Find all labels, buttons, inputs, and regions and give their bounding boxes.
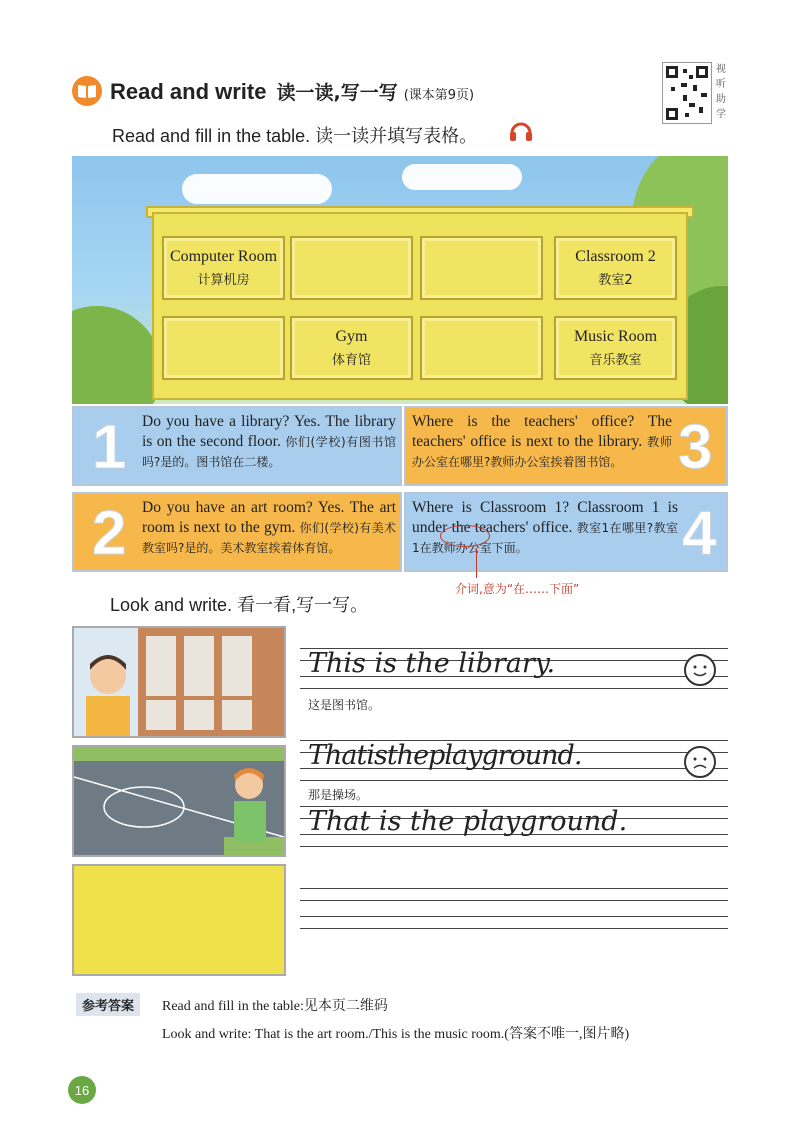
annotation-note: 介词,意为“在……下面” [455,582,580,596]
room-2-1 [290,316,413,380]
book-icon [72,76,102,106]
headphone-icon[interactable] [508,118,534,144]
cn-note-1: 这是图书馆。 [308,698,381,712]
room-name-en: Music Room [573,328,658,345]
clue-number: 1 [92,413,127,482]
room-name-en: Computer Room [169,248,278,265]
room-name-zh: 体育馆 [331,353,371,368]
clue-text [412,412,672,472]
answer-line-1: Read and fill in the table:见本页二维码 [162,999,388,1014]
clue-number: 4 [682,499,717,568]
clue-3 [404,406,728,486]
cloud [182,174,332,204]
playground-picture [72,745,286,857]
textbook-ref: (课本第9页) [403,88,475,103]
room-4-2 [554,236,677,300]
library-picture [72,626,286,738]
title-en: Read and write [110,79,267,104]
clue-text [142,498,396,558]
room-name-en: Classroom 2 [575,248,656,265]
instruction-look-write: Look and write. 看一看,写一写。 [110,595,369,615]
qr-label: 视听助学 [716,64,726,120]
room-name-zh: 教室2 [598,273,633,288]
instruction-read-fill: Read and fill in the table. 读一读并填写表格。 [112,126,478,146]
smiley-face-icon [684,654,716,686]
clue-text-zh: 你们(学校)有图书馆吗?是的。图书馆在二楼。 [142,435,397,469]
clue-text [142,412,396,472]
handwriting-row-3: That is the playground. [308,806,628,837]
qr-code[interactable] [662,62,712,124]
school-building-scene [72,156,728,404]
clue-text-zh: 教室1在哪里?教室1在教师办公室下面。 [412,521,678,555]
tree [72,306,162,404]
handwriting-row-1: This is the library. [308,648,556,679]
clue-text-zh: 你们(学校)有美术教室吗?是的。美术教室挨着体育馆。 [142,521,396,555]
room-1-1 [162,316,285,380]
room-2-2 [290,236,413,300]
room-name-zh: 音乐教室 [589,353,642,368]
page-number: 16 [68,1076,96,1104]
section-title [110,78,474,105]
room-name-zh: 计算机房 [197,273,250,288]
clue-2 [72,492,402,572]
clue-text-en: Where is the teachers' office? The teachers' office is next to the library. [412,413,672,450]
clue-number: 2 [92,499,127,568]
room-3-2 [420,236,543,300]
clue-1 [72,406,402,486]
room-1-2 [162,236,285,300]
writing-lines-4[interactable] [300,888,728,932]
answer-line-2: Look and write: That is the art room./This is the music room.(答案不唯一,图片略) [162,1027,630,1042]
blank-picture [72,864,286,976]
clue-text-en: Do you have a library? Yes. The library is on the second floor. [142,413,396,450]
under-circle-mark [440,525,490,547]
title-zh: 读一读,写一写 [276,82,398,104]
clue-number: 3 [678,413,713,482]
annotation-arrow [476,548,477,578]
clue-text-zh: 教师办公室在哪里?教师办公室挨着图书馆。 [412,435,672,469]
cn-note-2: 那是操场。 [308,788,369,802]
clue-text-en: Do you have an art room? Yes. The art room is next to the gym. [142,499,396,536]
handwriting-row-2: Thatistheplayground. [308,740,582,771]
cloud [402,164,522,190]
room-4-1 [554,316,677,380]
clue-text-en: Where is Classroom 1? Classroom 1 is under the teachers' office. [412,499,678,536]
room-name-en: Gym [335,328,368,345]
sad-face-icon [684,746,716,778]
answer-tag: 参考答案 [76,993,140,1016]
room-3-1 [420,316,543,380]
